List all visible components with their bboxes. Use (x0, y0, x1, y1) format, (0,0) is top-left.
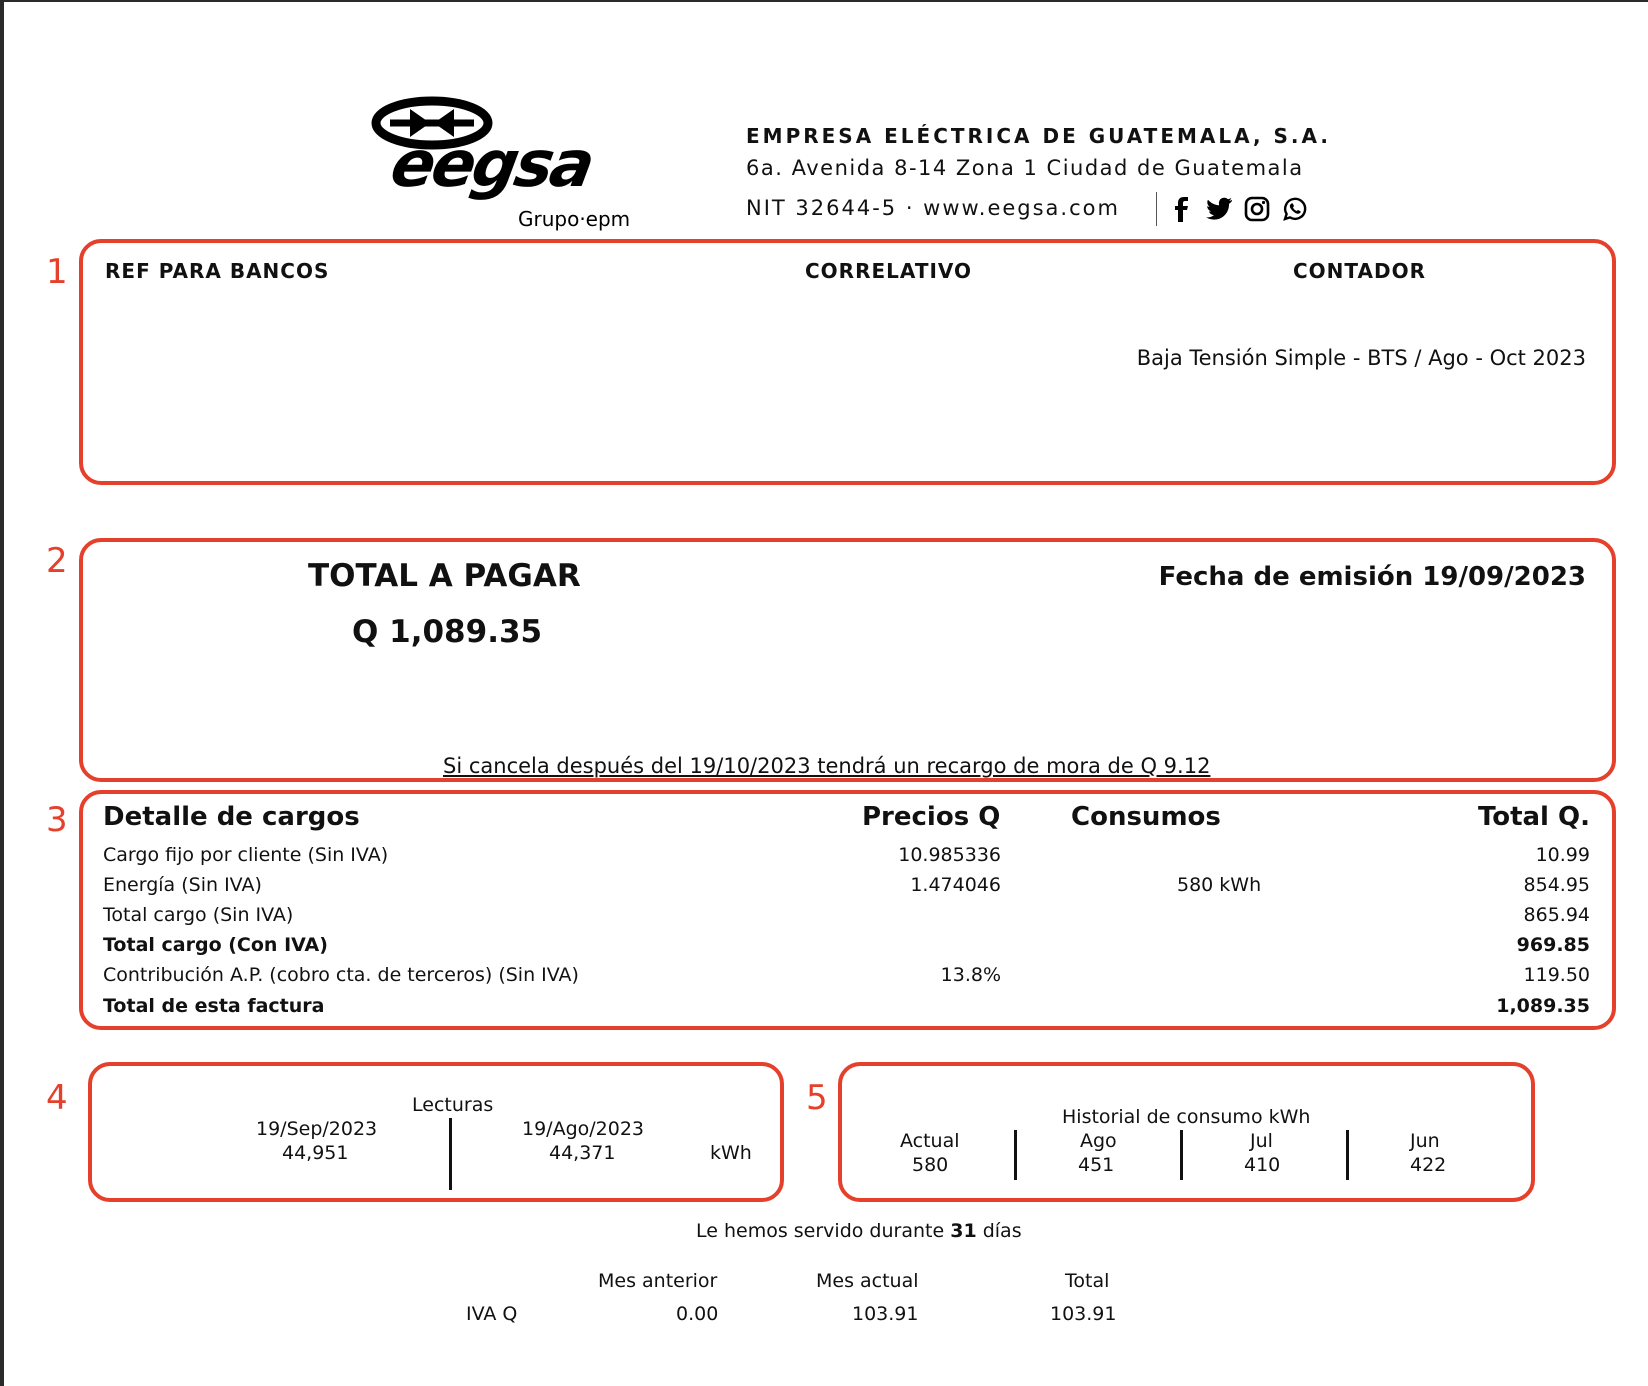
instagram-icon[interactable] (1243, 195, 1271, 223)
total-a-pagar-label: TOTAL A PAGAR (308, 558, 581, 594)
iva-col-prev: Mes anterior (598, 1270, 718, 1292)
iva-total-value: 103.91 (1050, 1303, 1117, 1325)
tariff-period: Baja Tensión Simple - BTS / Ago - Oct 2023 (1136, 346, 1586, 370)
total-header: Total Q. (1477, 802, 1590, 832)
window-left-border (0, 0, 4, 1386)
bank-reference-box (79, 239, 1616, 485)
history-value-jul: 410 (1244, 1154, 1281, 1176)
section-number-1: 1 (46, 252, 68, 292)
row-precio: 13.8% (940, 964, 1001, 986)
served-prefix: Le hemos servido durante (696, 1220, 951, 1242)
whatsapp-icon[interactable] (1281, 195, 1309, 223)
history-label-actual: Actual (900, 1130, 960, 1152)
row-total: 10.99 (1535, 844, 1590, 866)
issue-date: Fecha de emisión 19/09/2023 (1158, 562, 1586, 592)
section-number-3: 3 (46, 800, 68, 840)
history-value-jun: 422 (1410, 1154, 1447, 1176)
consumos-header: Consumos (1071, 802, 1221, 832)
row-total: 969.85 (1516, 934, 1590, 956)
iva-prev-value: 0.00 (676, 1303, 719, 1325)
eegsa-logo (370, 95, 640, 235)
row-label: Cargo fijo por cliente (Sin IVA) (103, 844, 389, 866)
row-label: Total cargo (Sin IVA) (103, 904, 294, 926)
row-label: Contribución A.P. (cobro cta. de terceros) (Sin IVA) (103, 964, 579, 986)
facebook-icon[interactable] (1167, 195, 1195, 223)
readings-title: Lecturas (412, 1094, 494, 1116)
served-suffix: días (976, 1220, 1022, 1242)
company-address: 6a. Avenida 8-14 Zona 1 Ciudad de Guatemala (746, 156, 1304, 180)
total-amount: Q 1,089.35 (352, 614, 543, 650)
social-icons (1156, 192, 1309, 226)
previous-reading-date: 19/Ago/2023 (522, 1118, 645, 1140)
ref-bancos-label: REF PARA BANCOS (105, 259, 330, 283)
section-number-5: 5 (806, 1078, 828, 1118)
total-to-pay-box (79, 538, 1616, 782)
reading-unit: kWh (710, 1142, 752, 1164)
late-fee-notice: Si cancela después del 19/10/2023 tendrá un recargo de mora de Q 9.12 (443, 754, 1211, 778)
section-number-4: 4 (46, 1078, 68, 1118)
iva-row-label: IVA Q (466, 1303, 518, 1325)
charges-detail-box (79, 790, 1616, 1030)
meter-readings-box (88, 1062, 784, 1202)
history-divider (1180, 1130, 1183, 1180)
correlativo-label: CORRELATIVO (805, 259, 973, 283)
history-label-ago: Ago (1080, 1130, 1117, 1152)
current-reading-date: 19/Sep/2023 (256, 1118, 378, 1140)
row-precio: 10.985336 (898, 844, 1001, 866)
window-top-border (0, 0, 1648, 2)
row-total: 854.95 (1523, 874, 1590, 896)
iva-col-curr: Mes actual (816, 1270, 919, 1292)
history-title: Historial de consumo kWh (1062, 1106, 1311, 1128)
history-divider (1346, 1130, 1349, 1180)
current-reading-value: 44,951 (282, 1142, 349, 1164)
row-label: Total cargo (Con IVA) (103, 934, 328, 956)
detalle-header: Detalle de cargos (103, 802, 360, 832)
row-consumo: 580 kWh (1177, 874, 1262, 896)
served-days: 31 (950, 1220, 977, 1242)
company-name: EMPRESA ELÉCTRICA DE GUATEMALA, S.A. (746, 124, 1331, 148)
precios-header: Precios Q (862, 802, 1001, 832)
logo-wordmark: eegsa (385, 128, 598, 202)
row-label: Total de esta factura (103, 995, 325, 1017)
iva-col-total: Total (1065, 1270, 1110, 1292)
consumption-history-box (838, 1062, 1535, 1202)
history-value-ago: 451 (1078, 1154, 1115, 1176)
contador-label: CONTADOR (1293, 259, 1426, 283)
row-label: Energía (Sin IVA) (103, 874, 262, 896)
previous-reading-value: 44,371 (549, 1142, 616, 1164)
twitter-icon[interactable] (1205, 195, 1233, 223)
company-nit-website: NIT 32644-5 · www.eegsa.com (746, 196, 1120, 220)
history-label-jun: Jun (1410, 1130, 1440, 1152)
row-total: 119.50 (1523, 964, 1590, 986)
row-precio: 1.474046 (910, 874, 1001, 896)
history-divider (1014, 1130, 1017, 1180)
section-number-2: 2 (46, 541, 68, 581)
row-total: 1,089.35 (1496, 995, 1590, 1017)
row-total: 865.94 (1523, 904, 1590, 926)
history-label-jul: Jul (1250, 1130, 1273, 1152)
logo-group-text: Grupo·epm (518, 207, 631, 231)
service-days-line (696, 1220, 1022, 1242)
readings-divider (449, 1118, 452, 1190)
iva-curr-value: 103.91 (852, 1303, 919, 1325)
history-value-actual: 580 (912, 1154, 949, 1176)
